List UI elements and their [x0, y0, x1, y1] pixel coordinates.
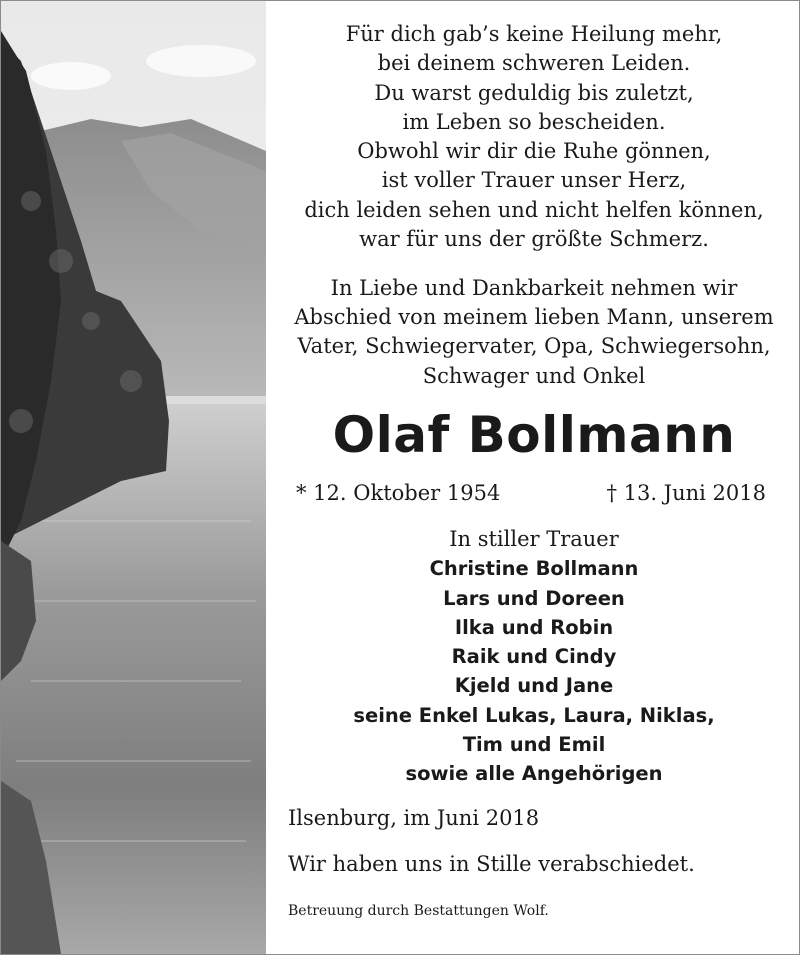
farewell-intro — [270, 274, 798, 391]
death-date: † 13. Juni 2018 — [606, 481, 766, 505]
poem-line: bei deinem schweren Leiden. — [377, 51, 691, 76]
mourners-list — [270, 525, 798, 789]
mourner: Kjeld und Jane — [454, 674, 614, 698]
mourners-lead: In stiller Trauer — [449, 527, 619, 551]
birth-date: * 12. Oktober 1954 — [296, 481, 501, 505]
deceased-name: Olaf Bollmann — [332, 406, 736, 464]
mourner: Ilka und Robin — [454, 615, 614, 639]
intro-line: In Liebe und Dankbarkeit nehmen wir — [330, 276, 738, 300]
intro-line: Schwager und Onkel — [422, 363, 646, 388]
poem-line: ist voller Trauer unser Herz, — [381, 168, 687, 193]
poem-line: war für uns der größte Schmerz. — [359, 227, 709, 252]
mourner: Lars und Doreen — [443, 586, 625, 610]
place-date: Ilsenburg, im Juni 2018 — [288, 806, 540, 830]
poem-line: Für dich gab’s keine Heilung mehr, — [345, 22, 723, 46]
notice-text-column — [270, 0, 798, 955]
intro-line: Vater, Schwiegervater, Opa, Schwiegersohn, — [297, 334, 771, 359]
intro-line: Abschied von meinem lieben Mann, unserem — [294, 305, 774, 330]
mourner: Christine Bollmann — [429, 557, 639, 581]
poem — [270, 20, 798, 254]
mourner: Raik und Cindy — [451, 645, 617, 669]
mourner: Tim und Emil — [462, 733, 606, 757]
mourner: seine Enkel Lukas, Laura, Niklas, — [353, 703, 715, 727]
mourner: sowie alle Angehörigen — [405, 762, 663, 786]
poem-line: dich leiden sehen und nicht helfen können, — [304, 197, 764, 222]
farewell-note: Wir haben uns in Stille verabschiedet. — [288, 852, 695, 876]
poem-line: im Leben so bescheiden. — [402, 109, 666, 134]
poem-line: Obwohl wir dir die Ruhe gönnen, — [357, 139, 711, 164]
poem-line: Du warst geduldig bis zuletzt, — [374, 80, 694, 105]
funeral-home-credit: Betreuung durch Bestattungen Wolf. — [288, 903, 549, 919]
landscape-photo — [1, 1, 266, 954]
